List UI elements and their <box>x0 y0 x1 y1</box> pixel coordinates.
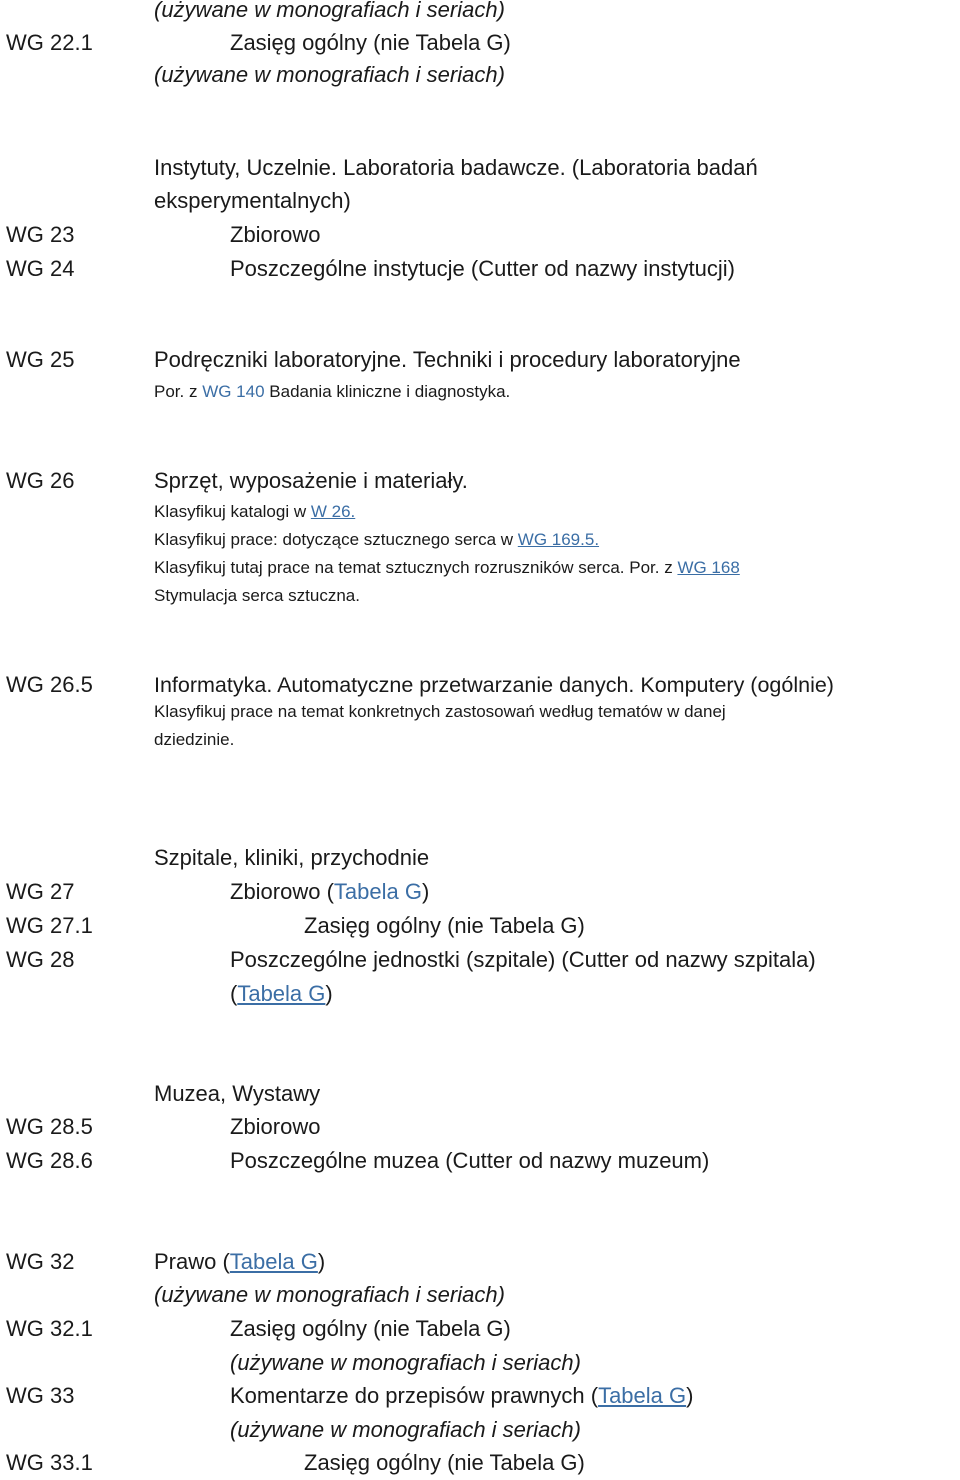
usage-note: (używane w monografiach i seriach) <box>230 1417 581 1442</box>
link-wg169-5[interactable]: WG 169.5. <box>517 530 600 549</box>
usage-note: (używane w monografiach i seriach) <box>154 62 505 87</box>
class-code-wg33-1: WG 33.1 <box>6 1450 93 1475</box>
class-code-wg28: WG 28 <box>6 947 75 972</box>
class-code-wg26-5: WG 26.5 <box>6 672 93 697</box>
section-title-hospitals: Szpitale, kliniki, przychodnie <box>154 845 430 870</box>
classify-note: Klasyfikuj prace na temat konkretnych zastosowań według tematów w danej <box>154 702 726 721</box>
link-table-g[interactable]: Tabela G <box>598 1383 687 1408</box>
link-wg168[interactable]: WG 168 <box>677 558 740 577</box>
classify-note: Klasyfikuj tutaj prace na temat sztucznych rozruszników serca. Por. z WG 168 <box>154 558 740 577</box>
class-title-wg26-5: Informatyka. Automatyczne przetwarzanie danych. Komputery (ogólnie) <box>154 673 834 697</box>
link-table-g[interactable]: Tabela G <box>237 981 326 1006</box>
section-title-museums: Muzea, Wystawy <box>154 1081 321 1106</box>
classify-note: Klasyfikuj prace: dotyczące sztucznego serca w WG 169.5. <box>154 530 600 549</box>
section-title-institutes: Instytuty, Uczelnie. Laboratoria badawcze. (Laboratoria badań <box>154 155 758 180</box>
class-code-wg28-6: WG 28.6 <box>6 1148 93 1173</box>
class-text-wg28: Poszczególne jednostki (szpitale) (Cutter od nazwy szpitala) <box>230 947 816 972</box>
class-text-wg32-1: Zasięg ogólny (nie Tabela G) <box>230 1316 511 1341</box>
classify-note-cont: dziedzinie. <box>154 730 235 749</box>
class-text-wg33: Komentarze do przepisów prawnych (Tabela G) <box>230 1383 694 1408</box>
class-code-wg28-5: WG 28.5 <box>6 1114 93 1139</box>
class-code-wg24: WG 24 <box>6 256 75 281</box>
link-table-g[interactable]: Tabela G <box>333 879 422 904</box>
section-title-institutes-cont: eksperymentalnych) <box>154 188 351 213</box>
class-text-wg23: Zbiorowo <box>230 222 321 247</box>
class-code-wg26: WG 26 <box>6 468 75 493</box>
classify-note: Klasyfikuj katalogi w W 26. <box>154 502 356 521</box>
class-text-wg28-5: Zbiorowo <box>230 1114 321 1139</box>
class-code-wg33: WG 33 <box>6 1383 75 1408</box>
class-code-wg32-1: WG 32.1 <box>6 1316 93 1341</box>
link-w26[interactable]: W 26. <box>310 502 356 521</box>
class-title-wg26: Sprzęt, wyposażenie i materiały. <box>154 468 468 493</box>
class-text-wg28-6: Poszczególne muzea (Cutter od nazwy muzeum) <box>230 1148 710 1173</box>
class-code-wg27-1: WG 27.1 <box>6 913 93 938</box>
class-text-wg22-1: Zasięg ogólny (nie Tabela G) <box>230 30 511 55</box>
class-text-wg24: Poszczególne instytucje (Cutter od nazwy instytucji) <box>230 256 735 281</box>
class-code-wg23: WG 23 <box>6 222 75 247</box>
link-wg140[interactable]: WG 140 <box>202 382 265 401</box>
usage-note: (używane w monografiach i seriach) <box>230 1350 581 1375</box>
classify-note-cont: Stymulacja serca sztuczna. <box>154 586 360 605</box>
class-text-wg27: Zbiorowo (Tabela G) <box>230 879 430 904</box>
class-text-wg28-cont: (Tabela G) <box>230 981 333 1006</box>
class-text-wg33-1: Zasięg ogólny (nie Tabela G) <box>304 1450 585 1475</box>
class-title-wg32: Prawo (Tabela G) <box>154 1249 326 1274</box>
link-table-g[interactable]: Tabela G <box>229 1249 318 1274</box>
class-code-wg27: WG 27 <box>6 879 75 904</box>
class-code-wg22-1: WG 22.1 <box>6 30 93 55</box>
usage-note: (używane w monografiach i seriach) <box>154 1282 505 1307</box>
class-code-wg32: WG 32 <box>6 1249 75 1274</box>
class-code-wg25: WG 25 <box>6 347 75 372</box>
class-title-wg25: Podręczniki laboratoryjne. Techniki i procedury laboratoryjne <box>154 347 741 372</box>
see-also-note: Por. z WG 140 Badania kliniczne i diagnostyka. <box>154 382 511 401</box>
class-text-wg27-1: Zasięg ogólny (nie Tabela G) <box>304 913 585 938</box>
usage-note: (używane w monografiach i seriach) <box>154 0 505 22</box>
